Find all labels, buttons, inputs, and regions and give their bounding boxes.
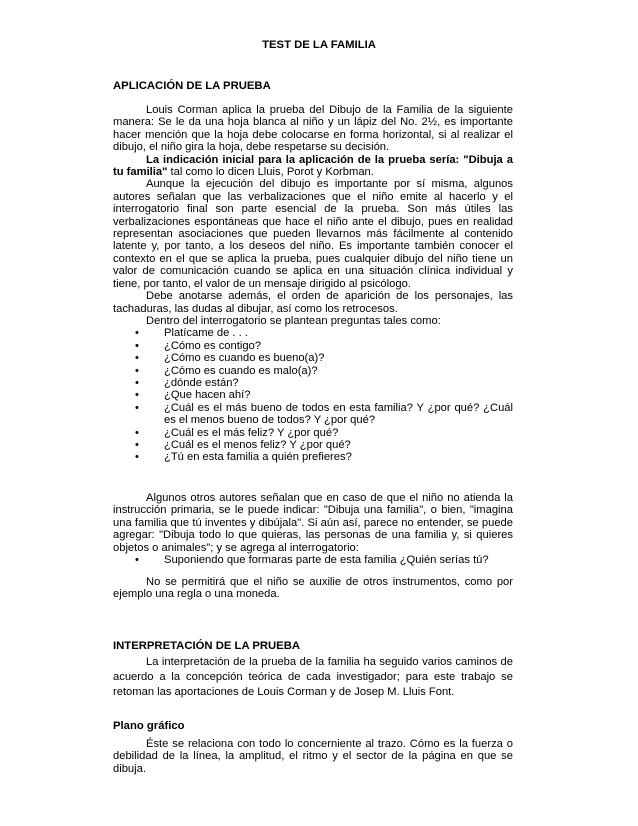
list-item-text: ¿Cómo es cuando es malo(a)? [164, 364, 318, 377]
bullet-icon: • [135, 364, 139, 377]
list-item-text: ¿Cuál es el menos feliz? Y ¿por qué? [164, 438, 351, 451]
list-item-text: Platícame de . . . [164, 327, 248, 340]
paragraph: Louis Corman aplica la prueba del Dibujo de la Familia de la siguiente manera: Se le da una hoja blanca al niño y un lápiz del No. 2½, es importante hacer mención que la hoja debe colocarse en forma horizontal, si al realizar el dibujo, el niño gira la hoja, debe respetarse su decisión. [113, 104, 513, 154]
bullet-icon: • [135, 352, 139, 365]
list-item [113, 427, 513, 439]
list-item [113, 554, 513, 566]
list-item-text: Suponiendo que formaras parte de esta familia ¿Quién serías tú? [164, 554, 489, 567]
section-plano-grafico-body [113, 738, 513, 775]
paragraph: Éste se relaciona con todo lo concerniente al trazo. Cómo es la fuerza o debilidad de la línea, la amplitud, el ritmo y el sector de la página en que se dibuja. [113, 738, 513, 775]
bullet-icon: • [135, 339, 139, 352]
section-heading-aplicacion: APLICACIÓN DE LA PRUEBA [113, 80, 271, 92]
paragraph [113, 154, 513, 179]
bold-instruction: La indicación inicial para la aplicación de la prueba sería: "Dibuja a tu familia" [113, 153, 513, 179]
list-item-text: ¿Cómo es contigo? [164, 339, 262, 352]
bullet-icon: • [135, 389, 139, 402]
paragraph-text: tal como lo dicen Lluis, Porot y Korbman. [167, 166, 374, 179]
list-item [113, 439, 513, 451]
list-item-text: ¿Cuál es el más feliz? Y ¿por qué? [164, 426, 339, 439]
list-item-text: ¿dónde están? [164, 376, 239, 389]
list-item [113, 327, 513, 339]
paragraph: Aunque la ejecución del dibujo es importante por sí misma, algunos autores señalan que las verbalizaciones que el niño emite al hacerlo y el interrogatorio final son parte esencial de la prueba. Son más útiles las verbalizaciones espontáneas que hace el niño ante el dibujo, pues en realidad representan asociaciones que pueden llevarnos más fácilmente al contenido latente y, por tanto, a los deseos del niño. Es importante también conocer el contexto en el que se aplica la prueba, pues cualquier dibujo del niño tiene un valor de comunicación cuando se aplica en una situación clínica individual y tiene, por tanto, el valor de un mensaje dirigido al psicólogo. [113, 178, 513, 290]
bullet-icon: • [135, 426, 139, 439]
list-item [113, 402, 513, 427]
bullet-icon: • [135, 327, 139, 340]
paragraph: La interpretación de la prueba de la familia ha seguido varios caminos de acuerdo a la concepción teórica de cada investigador; para este trabajo se retoman las aportaciones de Louis Corman y de Josep M. Lluis Font. [113, 656, 513, 699]
list-item [113, 377, 513, 389]
bullet-icon: • [135, 554, 139, 567]
list-item [113, 340, 513, 352]
bullet-icon: • [135, 376, 139, 389]
paragraph: Debe anotarse además, el orden de aparición de los personajes, las tachaduras, las dudas al dibujar, así como los retrocesos. [113, 290, 513, 315]
paragraph: Dentro del interrogatorio se plantean preguntas tales como: [146, 314, 441, 327]
list-item-text: ¿Cuál es el más bueno de todos en esta familia? Y ¿por qué? ¿Cuál es el menos bueno de todos? Y ¿por qué? [164, 401, 513, 427]
list-item-text: ¿Tú en esta familia a quién prefieres? [164, 451, 352, 464]
list-item [113, 389, 513, 401]
paragraph-instruments [113, 576, 513, 601]
bullet-icon: • [135, 451, 139, 464]
extra-question-list [113, 554, 513, 566]
section-heading-plano-grafico: Plano gráfico [113, 720, 185, 732]
section-heading-interpretacion: INTERPRETACIÓN DE LA PRUEBA [113, 640, 301, 652]
paragraph: Algunos otros autores señalan que en caso de que el niño no atienda la instrucción primaria, se le puede indicar: "Dibuja una familia", o bien, "imagina una familia que tú inventes y dibújala". Si aún así, parece no entender, se puede agregar: "Dibuja todo lo que quieras, las personas de una familia y, si quieres objetos o animales"; y se agrega al interrogatorio: [113, 492, 513, 554]
list-item [113, 352, 513, 364]
list-item [113, 451, 513, 463]
question-list [113, 327, 513, 463]
list-item-text: ¿Cómo es cuando es bueno(a)? [164, 352, 325, 365]
section-aplicacion-continued [113, 492, 513, 566]
section-interpretacion-body [113, 655, 513, 701]
list-item [113, 365, 513, 377]
section-aplicacion-body [113, 104, 513, 464]
list-item-text: ¿Que hacen ahí? [164, 389, 251, 402]
paragraph: No se permitirá que el niño se auxilie de otros instrumentos, como por ejemplo una regla o una moneda. [113, 576, 513, 601]
document-title: TEST DE LA FAMILIA [262, 39, 376, 51]
bullet-icon: • [135, 438, 139, 451]
bullet-icon: • [135, 401, 139, 414]
